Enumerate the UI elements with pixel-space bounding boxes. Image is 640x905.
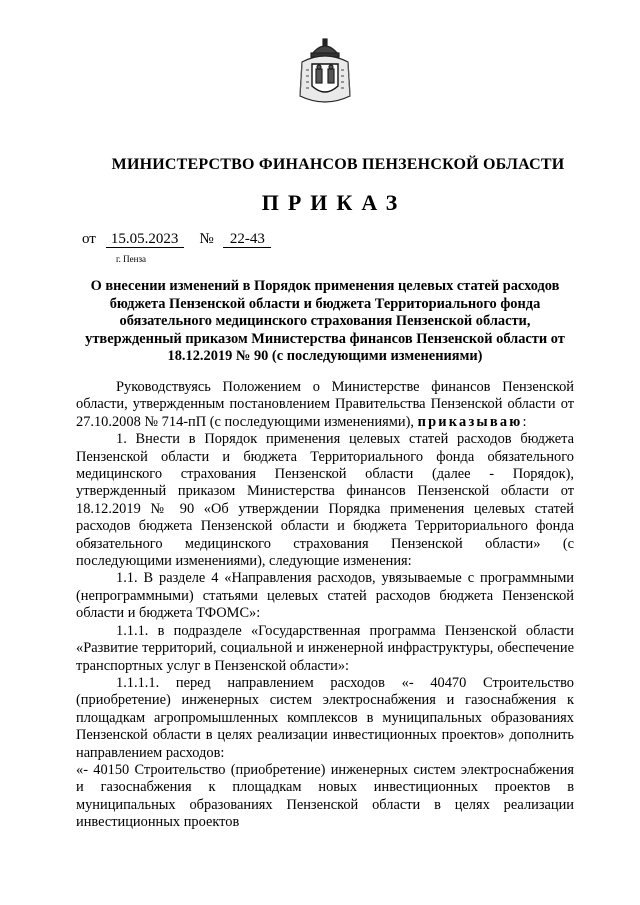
coat-of-arms-icon (296, 36, 354, 108)
document-title: О внесении изменений в Порядок применения целевых статей расходов бюджета Пензенской области и бюджета Территориального фонда обязательного медицинского страхования Пензенской области, утвержденный приказом Министерства финансов Пензенской области от 18.12.2019 № 90 (с последующими изменениями) (85, 278, 565, 365)
document-number: 22-43 (223, 232, 271, 248)
paragraph: «- 40150 Строительство (приобретение) инженерных систем электроснабжения и газоснабжения к площадкам новых инвестиционных проектов в муниципальных образованиях Пензенской области в целях реализации инвестиционных проектов (76, 761, 574, 831)
paragraph: 1.1. В разделе 4 «Направления расходов, увязываемые с программными (непрограммными) статьями целевых статей расходов бюджета Пензенской области и бюджета ТФОМС»: (76, 570, 574, 622)
emphasis-text: приказываю (417, 413, 523, 430)
paragraph: 1.1.1.1. перед направлением расходов «- 40470 Строительство (приобретение) инженерных систем электроснабжения и газоснабжения к площадкам агропромышленных комплексов в муниципальных образованиях Пензенской области в целях реализации инвестиционных проектов» дополнить направлением расходов: (76, 674, 574, 761)
date-number-line (82, 231, 271, 248)
paragraph-text: Руководствуясь Положением о Министерстве финансов Пензенской области, утвержденным постановлением Правительства Пензенской области от 27.10.2008 № 714-пП (с последующими изменениями), (76, 379, 574, 430)
document-date: 15.05.2023 (106, 232, 184, 248)
paragraph (76, 379, 574, 431)
ministry-name: МИНИСТЕРСТВО ФИНАНСОВ ПЕНЗЕНСКОЙ ОБЛАСТИ (111, 156, 565, 173)
date-prefix: от (82, 231, 96, 247)
paragraph-text: : (522, 413, 527, 430)
paragraph: 1. Внести в Порядок применения целевых статей расходов бюджета Пензенской области и бюджета Территориального фонда обязательного медицинского страхования Пензенской области (далее - Порядок), утвержденный приказом Министерства финансов Пензенской области от 18.12.2019 № 90 «Об утверждении Порядка применения целевых статей расходов бюджета Пензенской области и бюджета Территориального фонда обязательного медицинского страхования Пензенской области» (с последующими изменениями), следующие изменения: (76, 431, 574, 570)
city-label: г. Пенза (116, 254, 147, 264)
document-body (76, 379, 574, 832)
paragraph: 1.1.1. в подразделе «Государственная программа Пензенской области «Развитие территорий, социальной и инженерной инфраструктуры, обеспечение транспортных услуг в Пензенской области»: (76, 622, 574, 674)
number-prefix: № (199, 231, 214, 247)
document-type: ПРИКАЗ (261, 190, 407, 215)
